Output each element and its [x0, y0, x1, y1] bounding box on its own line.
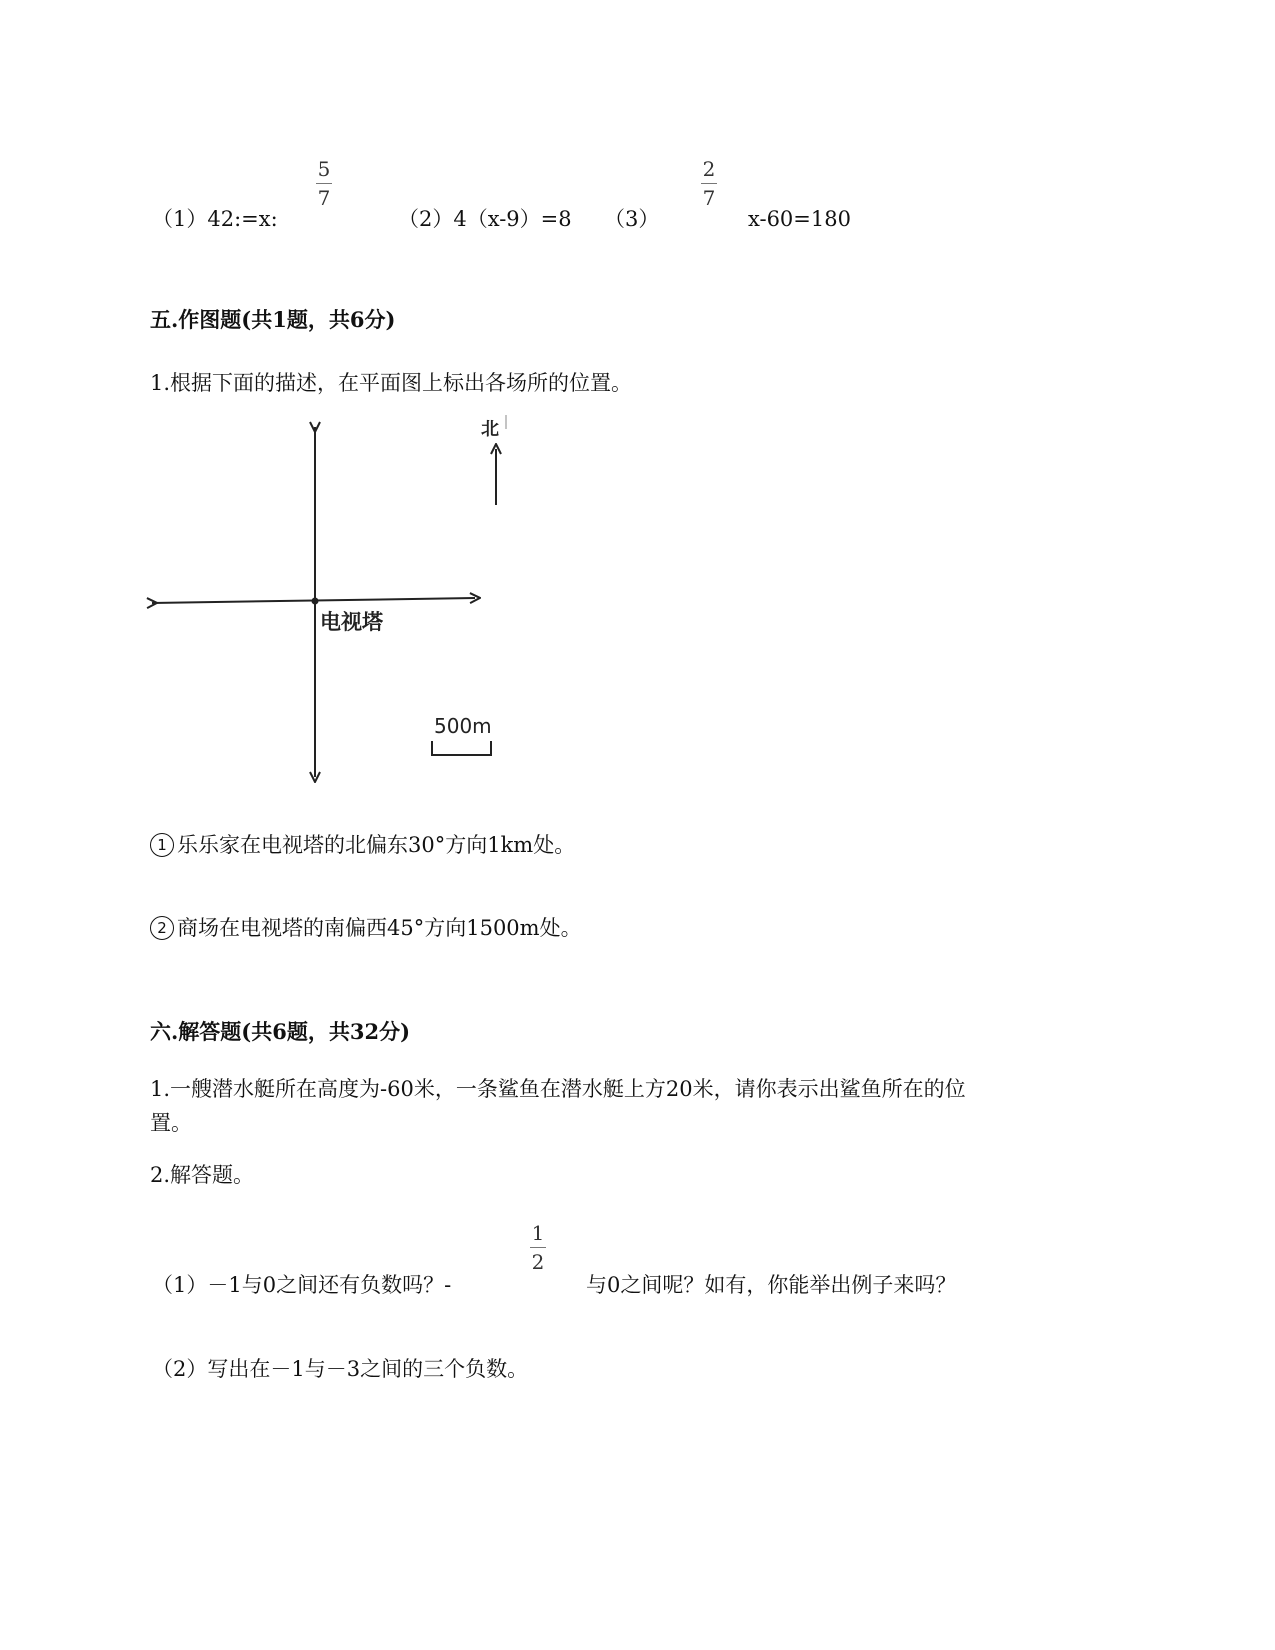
fraction-denominator: 2: [531, 1250, 545, 1274]
circled-number-1: 1: [150, 833, 174, 857]
item-1-text: 乐乐家在电视塔的北偏东30°方向1km处。: [177, 833, 576, 857]
sub-question-1-prefix: （1）－1与0之间还有负数吗？-: [152, 1273, 452, 1297]
section-6-title: 六.解答题(共6题，共32分): [150, 1019, 411, 1044]
sub-question-1-suffix: 与0之间呢？如有，你能举出例子来吗？: [586, 1273, 957, 1297]
section-5-title: 五.作图题(共1题，共6分): [150, 307, 396, 332]
scale-bar: [432, 741, 491, 755]
item-2-text: 商场在电视塔的南偏西45°方向1500m处。: [177, 916, 582, 940]
fraction-numerator: 2: [702, 157, 716, 181]
equation-3-suffix: x-60=180: [748, 207, 851, 231]
tv-tower-point: [312, 598, 319, 605]
fraction-denominator: 7: [702, 186, 716, 210]
equation-1-fraction: [312, 158, 336, 209]
fraction-denominator: 7: [317, 186, 331, 210]
equation-3-prefix: （3）: [604, 207, 660, 231]
section-6-question-1-line-1: 1.一艘潜水艇所在高度为-60米，一条鲨鱼在潜水艇上方20米，请你表示出鲨鱼所在的位: [150, 1077, 966, 1101]
position-map-diagram: [140, 415, 540, 795]
circled-number-2: 2: [150, 916, 174, 940]
section-6-question-2: 2.解答题。: [150, 1163, 255, 1187]
north-label: 北: [481, 419, 499, 440]
equation-1-prefix: （1）42:=x:: [152, 207, 278, 231]
fraction-numerator: 5: [317, 157, 331, 181]
section-5-item-2: [150, 915, 582, 941]
section-5-item-1: [150, 832, 575, 858]
section-5-question-1: 1.根据下面的描述，在平面图上标出各场所的位置。: [150, 371, 633, 395]
equation-3-fraction: [697, 158, 721, 209]
equation-2: （2）4（x-9）=8: [398, 207, 572, 231]
sub-question-1-fraction: [526, 1222, 550, 1273]
fraction-numerator: 1: [531, 1221, 545, 1245]
sub-question-2: （2）写出在－1与－3之间的三个负数。: [152, 1357, 529, 1381]
tv-tower-label: 电视塔: [320, 610, 383, 634]
scale-label: 500m: [434, 714, 492, 738]
section-6-question-1-line-2: 置。: [150, 1111, 192, 1135]
